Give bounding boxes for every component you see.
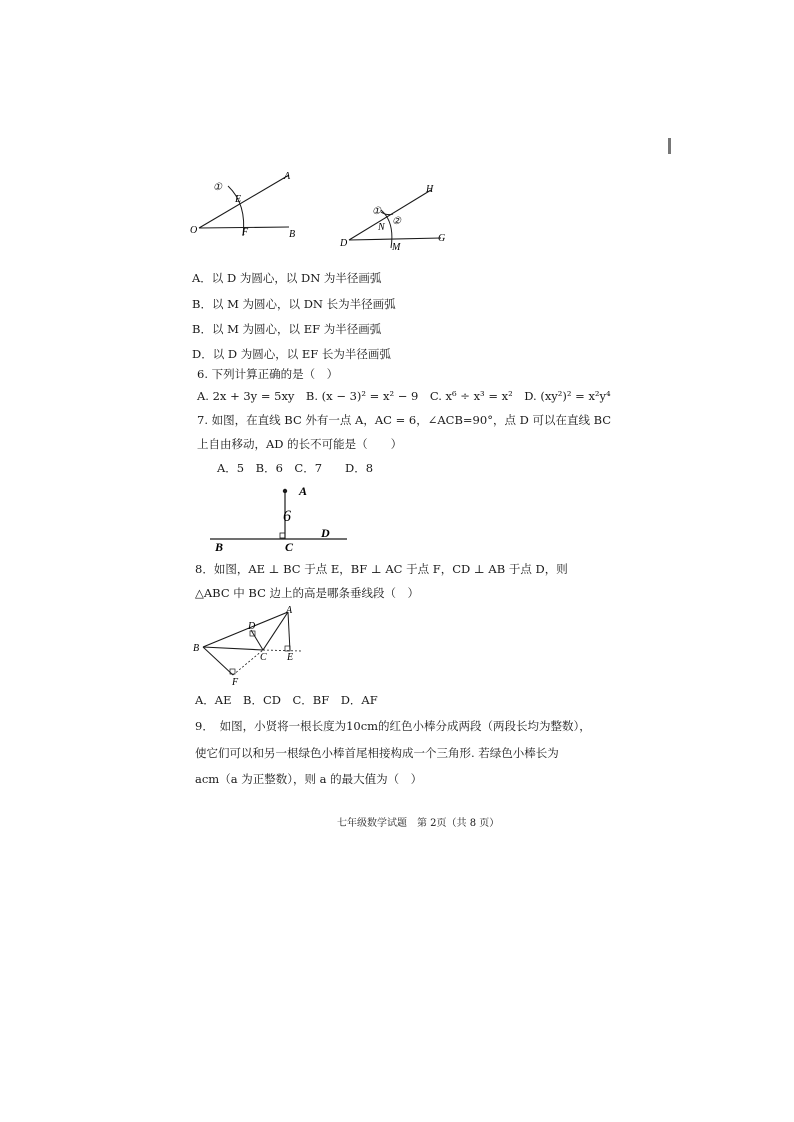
label-H: H — [426, 184, 434, 195]
q5-option-d: D．以 D 为圆心，以 EF 长为半径画弧 — [192, 347, 391, 361]
point-A — [283, 489, 287, 493]
label-B: B — [193, 643, 200, 654]
q9-stem-line3: acm（a 为正整数），则 a 的最大值为（ ） — [195, 772, 423, 786]
label-B: B — [215, 540, 224, 552]
q5-figure — [185, 170, 465, 255]
label-E: E — [287, 652, 294, 663]
label-C: C — [285, 540, 294, 552]
label-A: A — [286, 605, 293, 616]
label-A: A — [284, 171, 291, 182]
q8-stem-line1: 8．如图，AE ⊥ BC 于点 E，BF ⊥ AC 于点 F，CD ⊥ AB 于点 D，则 — [195, 562, 568, 576]
label-A: A — [299, 484, 308, 498]
label-G: G — [438, 233, 446, 244]
label-F: F — [242, 227, 249, 238]
q8-options: A．AE B．CD C．BF D．AF — [195, 693, 378, 707]
q6-options: A. 2x + 3y = 5xy B. (x − 3)² = x² − 9 C. x⁶ ÷ x³ = x² D. (xy²)² = x²y⁴ — [197, 389, 611, 403]
altitude-CD — [251, 630, 263, 650]
label-O: O — [190, 225, 198, 236]
label-circle-2: ② — [392, 216, 401, 227]
q6-stem: 6. 下列计算正确的是（ ） — [197, 367, 339, 381]
label-D: D — [340, 238, 348, 249]
q5-option-b: B．以 M 为圆心，以 DN 长为半径画弧 — [192, 297, 396, 311]
q5-figure-left — [190, 171, 295, 240]
q5-option-a: A．以 D 为圆心，以 DN 为半径画弧 — [192, 271, 382, 285]
arc-short — [381, 212, 393, 215]
q8-stem-line2: △ABC 中 BC 边上的高是哪条垂线段（ ） — [195, 586, 420, 600]
q9-stem-line2: 使它们可以和另一根绿色小棒首尾相接构成一个三角形. 若绿色小棒长为 — [195, 746, 559, 760]
page-footer: 七年级数学试题 第 2页（共 8 页） — [337, 818, 500, 829]
label-D: D — [248, 621, 256, 632]
label-E: E — [235, 194, 242, 205]
label-C: C — [260, 652, 267, 663]
extension-AC — [233, 650, 263, 675]
label-N: N — [378, 222, 385, 233]
side-BC — [203, 647, 263, 650]
altitude-AE — [288, 612, 290, 651]
label-circle-1: ① — [213, 182, 222, 193]
q9-stem-line1: 9． 如图，小贤将一根长度为10cm的红色小棒分成两段（两段长均为整数）， — [195, 719, 591, 733]
scan-edge-mark — [668, 138, 671, 154]
side-AB — [203, 612, 288, 647]
q7-stem-line2: 上自由移动，AD 的长不可能是（ ） — [197, 437, 403, 451]
q5-figure-right — [339, 184, 445, 253]
q7-figure — [205, 480, 365, 552]
label-F: F — [232, 677, 239, 687]
q7-options: A．5 B．6 C．7 D．8 — [217, 461, 374, 475]
q5-option-b2: B．以 M 为圆心，以 EF 为半径画弧 — [192, 322, 382, 336]
altitude-BF — [203, 647, 233, 675]
extension-BC — [263, 650, 301, 651]
label-M: M — [392, 242, 401, 253]
q7-stem-line1: 7. 如图，在直线 BC 外有一点 A，AC = 6，∠ACB=90°，点 D 可以在直线 BC — [197, 413, 612, 427]
label-D: D — [321, 526, 330, 540]
right-angle-mark — [280, 533, 285, 538]
q8-figure — [193, 605, 308, 687]
label-six: 6 — [283, 508, 291, 525]
label-circle-1-right: ① — [372, 206, 381, 217]
ray-DG — [349, 238, 441, 240]
label-B: B — [289, 229, 296, 240]
